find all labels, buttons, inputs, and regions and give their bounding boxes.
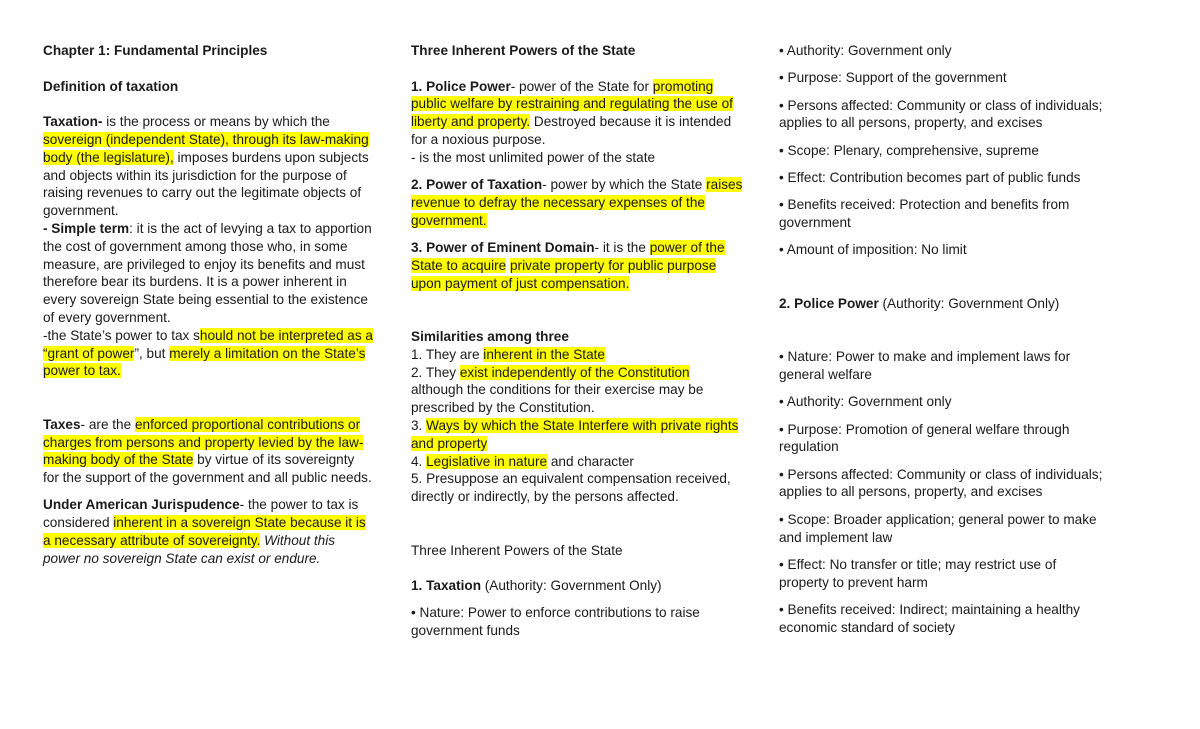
taxation-definition: Taxation- is the process or means by which the sovereign (independent State), through its law-making body (the legislature), imposes burdens upon subjects and objects within its jurisdiction for the purpose of raising revenues to carry out the legitimate objects of government. — [43, 114, 369, 219]
tax-bullet: • Purpose: Support of the government — [779, 70, 1007, 86]
tax-bullet: • Effect: Contribution becomes part of public funds — [779, 169, 1081, 185]
tax-bullet: • Scope: Plenary, comprehensive, supreme — [779, 142, 1039, 158]
chapter-title: Chapter 1: Fundamental Principles — [43, 43, 268, 58]
column-1 — [43, 42, 373, 568]
similarity-5: 5. Presuppose an equivalent compensation received, directly or indirectly, by the persons affected. — [411, 471, 731, 505]
american-jurisprudence-paragraph: Under American Jurispudence- the power to tax is considered inherent in a sovereign State because it is a necessary attribute of sovereignty. Without this power no sovereign State can exist or endure. — [43, 497, 366, 566]
taxes-definition: Taxes- are the enforced proportional contributions or charges from persons and property levied by the law-making body of the State by virtue of its sovereignty for the support of the government and all public needs. — [43, 416, 372, 486]
police-bullet: • Persons affected: Community or class of individuals; applies to all persons, property, and excises — [779, 466, 1103, 500]
similarity-2: 2. They exist independently of the Constitution although the conditions for their exercise may be prescribed by the Constitution. — [411, 364, 704, 416]
police-bullet: • Scope: Broader application; general power to make and implement law — [779, 511, 1097, 545]
police-bullet: • Purpose: Promotion of general welfare through regulation — [779, 421, 1070, 455]
tax-bullet: • Amount of imposition: No limit — [779, 242, 967, 258]
similarities-heading: Similarities among three — [411, 328, 569, 344]
definition-heading: Definition of taxation — [43, 78, 179, 94]
powers-heading: Three Inherent Powers of the State — [411, 43, 636, 58]
simple-term-paragraph: - Simple term: it is the act of levying a tax to apportion the cost of government among those who, in some measure, are privileged to enjoy its benefits and must therefore bear its burdens. It is a power inherent in every sovereign State being essential to the existence of every government. — [43, 220, 372, 325]
police-bullet: • Effect: No transfer or title; may restrict use of property to prevent harm — [779, 556, 1057, 590]
taxation-heading: 1. Taxation (Authority: Government Only) — [411, 578, 662, 594]
police-bullet: • Authority: Government only — [779, 394, 952, 410]
similarity-1: 1. They are inherent in the State — [411, 346, 605, 362]
column-3 — [779, 42, 1109, 637]
police-bullet: • Nature: Power to make and implement laws for general welfare — [779, 349, 1071, 382]
tax-bullet: • Authority: Government only — [779, 43, 952, 58]
tax-bullet: • Persons affected: Community or class of individuals; applies to all persons, property, and excises — [779, 97, 1103, 131]
police-power-heading: 2. Police Power (Authority: Government Only) — [779, 295, 1060, 311]
taxation-nature: • Nature: Power to enforce contributions to raise government funds — [411, 605, 700, 639]
taxation-power-paragraph: 2. Power of Taxation- power by which the State raises revenue to defray the necessary expenses of the government. — [411, 177, 743, 228]
police-power-paragraph: 1. Police Power- power of the State for promoting public welfare by restraining and regulating the use of liberty and property. Destroyed because it is intended for a noxious purpose. - is the most unlimited power of the state — [411, 78, 733, 165]
grant-of-power-paragraph: -the State’s power to tax should not be interpreted as a “grant of power”, but merely a limitation on the State’s power to tax. — [43, 327, 373, 379]
similarity-3: 3. Ways by which the State Interfere with private rights and property — [411, 417, 739, 451]
similarity-4: 4. Legislative in nature and character — [411, 453, 634, 469]
police-bullet: • Benefits received: Indirect; maintaining a healthy economic standard of society — [779, 601, 1080, 635]
powers-heading-2: Three Inherent Powers of the State — [411, 542, 623, 558]
eminent-domain-paragraph: 3. Power of Eminent Domain- it is the power of the State to acquire private property for public purpose upon payment of just compensation. — [411, 239, 725, 291]
column-2 — [411, 42, 743, 640]
tax-bullet: • Benefits received: Protection and benefits from government — [779, 197, 1070, 231]
